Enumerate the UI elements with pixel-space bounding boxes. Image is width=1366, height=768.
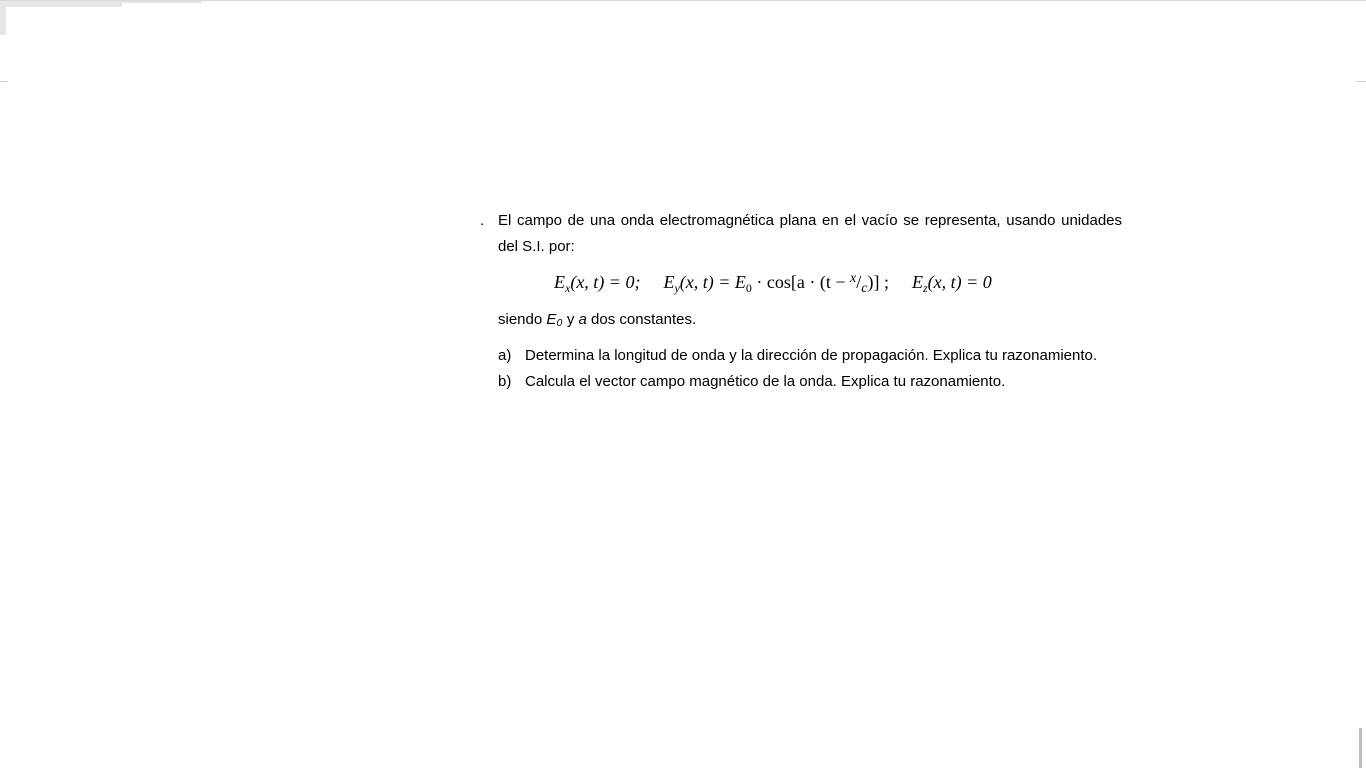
top-border [0, 0, 1366, 1]
siendo-paragraph: siendo E₀ y a dos constantes. [498, 311, 697, 328]
ruler-mark-left [0, 81, 8, 82]
vertical-scrollbar[interactable] [1359, 728, 1362, 768]
item-text: Calcula el vector campo magnético de la onda. Explica tu razonamiento. [525, 373, 1006, 390]
intro-text: El campo de una onda electromagnética plana en el vacío se representa, usando unidades del S.I. por: [498, 212, 1122, 255]
a-symbol: a [578, 311, 587, 328]
ex-term: $E_x(x$, t) = 0; [554, 272, 641, 295]
question-list [476, 343, 1122, 395]
ruler-mark-right [1356, 81, 1366, 82]
item-marker: b) [498, 373, 512, 390]
item-marker: a) [498, 347, 512, 364]
tab-strip-secondary [122, 1, 202, 3]
ey-term: $E_y(x$, $t) = E_0 \cdot \cos[a \cdot (t - ^x/_c)]$ ; [663, 271, 889, 296]
list-item [498, 343, 1122, 369]
ez-term: $E_z(x$, t) = 0 [911, 272, 992, 295]
intro-paragraph [476, 208, 1122, 260]
window-top-frame [0, 0, 1366, 81]
document-body [476, 208, 1122, 395]
e0-symbol: E₀ [546, 311, 563, 328]
item-text: Determina la longitud de onda y la dirección de propagación. Explica tu razonamiento. [525, 347, 1098, 364]
wave-equation [476, 264, 1122, 303]
list-item [498, 369, 1122, 395]
tab-strip [6, 1, 122, 7]
list-bullet: . [480, 212, 485, 229]
